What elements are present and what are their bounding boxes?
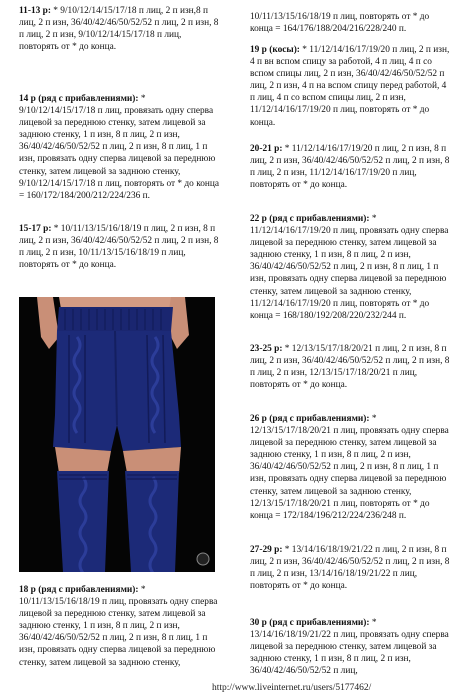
row-18-continued-paragraph	[250, 11, 450, 35]
row-30-paragraph	[250, 617, 450, 677]
row-19-paragraph	[250, 44, 450, 129]
row-text: * 11/12/14/16/17/19/20 п лиц, 2 п изн, 8 п лиц, 2 п изн, 36/40/42/46/50/52/52 п лиц, 2 п изн, 8 п лиц, 2 п изн, 11/12/14/16/17/19/20 п лиц, повторять от * до конца.	[250, 144, 450, 191]
row-text: 10/11/13/15/16/18/19 п лиц, повторять от * до конца = 164/176/188/204/216/228/240 п.	[250, 12, 430, 35]
row-14-paragraph	[19, 93, 220, 202]
row-heading: 27-29 р:	[250, 545, 283, 555]
source-watermark: http://www.liveinternet.ru/users/5177462/	[212, 683, 372, 693]
row-23-25-paragraph	[250, 343, 450, 391]
row-text: * 9/10/12/14/15/17/18 п лиц, 2 п изн,8 п лиц, 2 п изн, 36/40/42/46/50/52/52 п лиц, 2 п изн, 8 п лиц, 2 п изн, 9/10/12/14/15/17/18 п лиц, повторять от * до конца.	[19, 6, 219, 53]
row-text: * 10/11/13/15/16/18/19 п лиц, 2 п изн, 8 п лиц, 2 п изн, 36/40/42/46/50/52/52 п лиц, 2 п изн, 8 п лиц, 2 п изн, 10/11/13/15/16/18/19 п лиц, повторять от * до конца.	[19, 224, 219, 271]
row-text: * 13/14/16/18/19/21/22 п лиц, 2 п изн, 8 п лиц, 2 п изн, 36/40/42/46/50/52/52 п лиц, 2 п изн, 8 п лиц, 2 п изн, 13/14/16/18/19/21/22 п лиц, повторять от * до конца.	[250, 545, 450, 592]
row-heading: 19 р (косы):	[250, 45, 300, 55]
row-heading: 11-13 р:	[19, 6, 51, 16]
row-27-29-paragraph	[250, 544, 450, 592]
row-18-paragraph	[19, 584, 220, 669]
row-text: * 10/11/13/15/16/18/19 п лиц, провязать одну сперва лицевой за переднюю стенку, затем лицевой за заднюю стенку, 1 п изн, 8 п лиц, 2 п изн, 36/40/42/46/50/52/52 п лиц, 2 п изн, 8 п лиц, 1 п изн, провязать одну сперва лицевой за переднюю стенку, затем лицевой за заднюю стенку,	[19, 585, 218, 668]
row-22-paragraph	[250, 213, 450, 322]
row-heading: 26 р (ряд с прибавлениями):	[250, 414, 370, 424]
row-20-21-paragraph	[250, 143, 450, 191]
row-15-17-paragraph	[19, 223, 220, 271]
row-heading: 15-17 р:	[19, 224, 52, 234]
row-text: * 12/13/15/17/18/20/21 п лиц, 2 п изн, 8 п лиц, 2 п изн, 36/40/42/46/50/52/52 п лиц, 2 п изн, 8 п лиц, 2 п изн, 12/13/15/17/18/20/21 п лиц, повторять от * до конца.	[250, 344, 450, 391]
row-heading: 14 р (ряд с прибавлениями):	[19, 94, 139, 104]
row-heading: 30 р (ряд с прибавлениями):	[250, 618, 370, 628]
knitted-shorts-photo	[19, 297, 215, 572]
row-11-13-paragraph	[19, 5, 220, 53]
row-heading: 20-21 р:	[250, 144, 283, 154]
row-heading: 22 р (ряд с прибавлениями):	[250, 214, 370, 224]
row-text: * 9/10/12/14/15/17/18 п лиц, провязать одну сперва лицевой за переднюю стенку, затем лицевой за заднюю стенку, 1 п изн, 8 п лиц, 2 п изн, 36/40/42/46/50/52/52 п лиц, 2 п изн, 8 п лиц, 1 п изн, провязать одну сперва лицевой за переднюю стенку, затем лицевой за заднюю стенку, 9/10/12/14/15/17/18 п лиц, повторять от * до конца = 160/172/184/200/212/224/236 п.	[19, 94, 220, 201]
row-text: * 12/13/15/17/18/20/21 п лиц, провязать одну сперва лицевой за переднюю стенку, затем лицевой за заднюю стенку, 1 п изн, 8 п лиц, 2 п изн, 36/40/42/46/50/52/52 п лиц, 2 п изн, 8 п лиц, 1 п изн, провязать одну сперва лицевой за переднюю стенку, затем лицевой за заднюю стенку, 12/13/15/17/18/20/21 п лиц, повторять от * до конца = 172/184/196/212/224/236/248 п.	[250, 414, 449, 521]
row-text: * 11/12/14/16/17/19/20 п лиц, провязать одну сперва лицевой за переднюю стенку, затем лицевой за заднюю стенку, 1 п изн, 8 п лиц, 2 п изн, 36/40/42/46/50/52/52 п лиц, 2 п изн, 8 п лиц, 1 п изн, провязать одну сперва лицевой за переднюю стенку, затем лицевой за заднюю стенку, 11/12/14/16/17/19/20 п лиц, повторять от * до конца = 168/180/192/208/220/232/244 п.	[250, 214, 449, 321]
row-26-paragraph	[250, 413, 450, 522]
row-text: * 13/14/16/18/19/21/22 п лиц, провязать одну сперва лицевой за переднюю стенку, затем лицевой за заднюю стенку, 1 п изн, 8 п лиц, 2 п изн, 36/40/42/46/50/52/52 п лиц,	[250, 618, 449, 677]
row-text: * 11/12/14/16/17/19/20 п лиц, 2 п изн, 4 п вн вспом спицу за работой, 4 п лиц, 4 п со вспом спицы лиц, 2 п изн, 36/40/42/46/50/52/52 п лиц, 2 п изн, 4 п на вспом спицу перед работой, 4 п лиц, 4 п со вспом спицы лиц, 2 п изн, 11/12/14/16/17/19/20 п лиц, повторять от * до конца.	[250, 45, 450, 128]
row-heading: 18 р (ряд с прибавлениями):	[19, 585, 139, 595]
knitted-shorts-illustration	[19, 297, 215, 572]
row-heading: 23-25 р:	[250, 344, 283, 354]
